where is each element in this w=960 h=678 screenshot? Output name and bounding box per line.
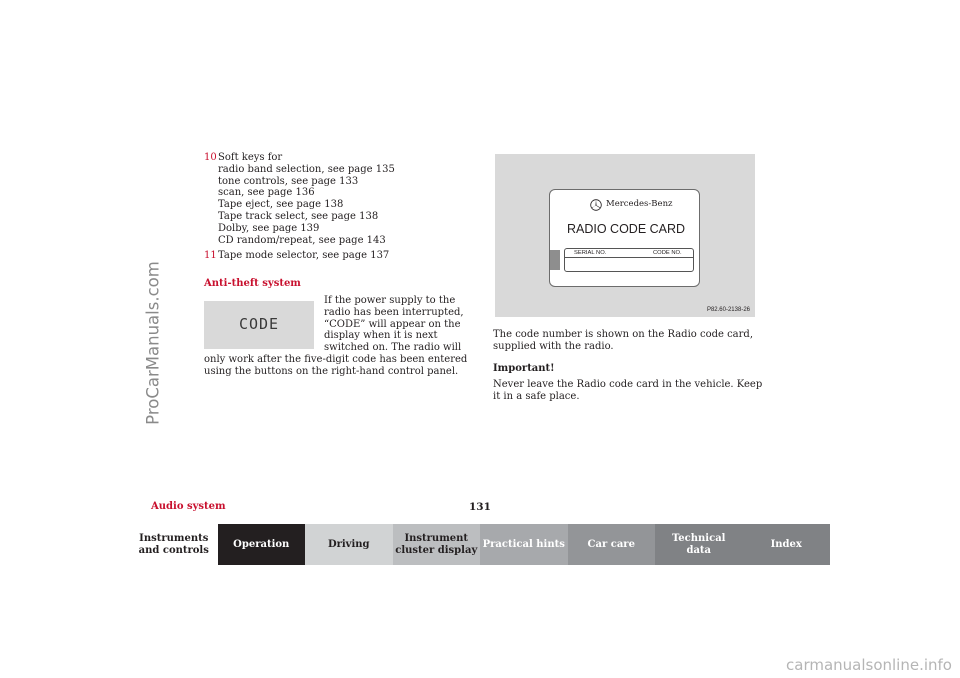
item-line: CD random/repeat, see page 143 bbox=[218, 234, 386, 246]
brand-name: Mercedes-Benz bbox=[606, 199, 673, 209]
right-column bbox=[493, 329, 763, 403]
item-line: Tape mode selector, see page 137 bbox=[218, 250, 390, 262]
radio-display-image bbox=[204, 301, 314, 349]
list-item bbox=[204, 250, 462, 262]
display-code-text: CODE bbox=[238, 315, 280, 334]
tab-label: Instrument bbox=[404, 532, 469, 544]
item-line: Dolby, see page 139 bbox=[218, 222, 320, 234]
item-number: 10 bbox=[204, 152, 217, 163]
paragraph-line: using the buttons on the right-hand control panel. bbox=[204, 365, 459, 377]
paragraph-line: switched on. The radio will bbox=[324, 342, 462, 354]
paragraph-line: only work after the five-digit code has been entered bbox=[204, 353, 468, 365]
tab-label: Car care bbox=[587, 538, 635, 550]
list-item bbox=[204, 152, 462, 246]
left-column bbox=[204, 152, 468, 378]
anti-theft-block bbox=[204, 294, 468, 378]
radio-code-card bbox=[549, 189, 700, 287]
magnetic-strip bbox=[550, 250, 560, 270]
serial-number-label: SERIAL NO. bbox=[574, 250, 607, 256]
item-line: Tape track select, see page 138 bbox=[218, 210, 379, 222]
navigation-tabs bbox=[130, 524, 830, 565]
tab-instrument-cluster-display[interactable] bbox=[393, 524, 481, 565]
tab-instruments-and-controls[interactable] bbox=[130, 524, 218, 565]
item-line: Soft keys for bbox=[218, 152, 283, 163]
item-lines bbox=[218, 152, 395, 246]
radio-code-card-figure bbox=[495, 154, 755, 317]
section-heading: Anti-theft system bbox=[204, 278, 301, 290]
item-line: Tape eject, see page 138 bbox=[218, 199, 344, 211]
item-line: radio band selection, see page 135 bbox=[218, 163, 395, 175]
tab-label: cluster display bbox=[395, 544, 478, 556]
tab-label: Operation bbox=[233, 538, 290, 550]
footer-watermark-url: carmanualsonline.info bbox=[786, 656, 952, 674]
paragraph-line: “CODE” will appear on the bbox=[324, 318, 461, 330]
mercedes-star-icon bbox=[590, 199, 602, 211]
tab-label: and controls bbox=[138, 544, 209, 556]
figure-id: P82.60-2138-26 bbox=[706, 307, 750, 313]
item-line: scan, see page 136 bbox=[218, 187, 315, 199]
item-number: 11 bbox=[204, 250, 217, 262]
field-divider bbox=[564, 257, 693, 258]
tab-index[interactable] bbox=[743, 524, 831, 565]
paragraph-line: radio has been interrupted, bbox=[324, 306, 464, 318]
paragraph-line: If the power supply to the bbox=[324, 294, 456, 306]
item-line: tone controls, see page 133 bbox=[218, 175, 359, 187]
item-lines bbox=[218, 250, 389, 262]
page-number: 131 bbox=[469, 501, 491, 513]
code-number-label: CODE NO. bbox=[653, 250, 682, 256]
tab-label: Practical hints bbox=[482, 538, 565, 550]
tab-label: Driving bbox=[327, 538, 370, 550]
tab-label: Index bbox=[770, 538, 802, 550]
tab-label: data bbox=[686, 544, 712, 556]
tab-operation[interactable] bbox=[218, 524, 306, 565]
watermark-text: ProCarManuals.com bbox=[143, 261, 163, 425]
card-title: RADIO CODE CARD bbox=[567, 222, 686, 236]
paragraph: The code number is shown on the Radio code card, supplied with the radio. bbox=[493, 329, 754, 352]
tab-label: Technical bbox=[672, 532, 726, 544]
tab-technical-data[interactable] bbox=[655, 524, 743, 565]
paragraph: Never leave the Radio code card in the vehicle. Keep it in a safe place. bbox=[493, 379, 763, 403]
important-heading: Important! bbox=[493, 362, 555, 374]
tab-label: Instruments bbox=[139, 532, 209, 544]
section-footer-title: Audio system bbox=[151, 501, 226, 512]
tab-driving[interactable] bbox=[305, 524, 393, 565]
watermark bbox=[143, 258, 163, 428]
tab-car-care[interactable] bbox=[568, 524, 656, 565]
paragraph-line: display when it is next bbox=[324, 330, 438, 342]
tab-practical-hints[interactable] bbox=[480, 524, 568, 565]
